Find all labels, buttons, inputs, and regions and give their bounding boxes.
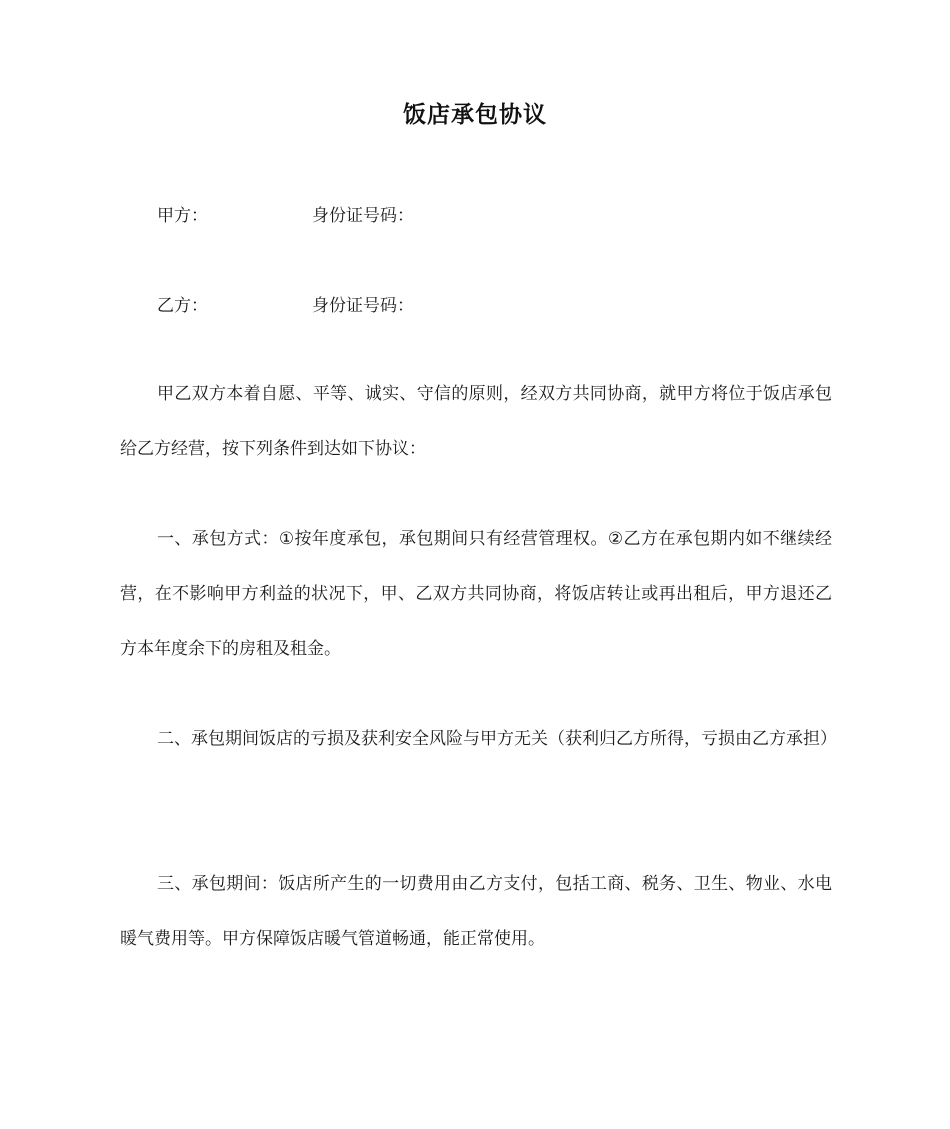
clause-3-paragraph: 三、承包期间：饭店所产生的一切费用由乙方支付，包括工商、税务、卫生、物业、水电暖气费用等。甲方保障饭店暖气管道畅通，能正常使用。 [120,874,832,949]
party-a-id-label: 身份证号码： [312,206,414,226]
party-a-label: 甲方： [157,206,208,226]
document-title: 饭店承包协议 [403,102,547,128]
clause-1-paragraph: 一、承包方式：①按年度承包，承包期间只有经营管理权。②乙方在承包期内如不继续经营，在不影响甲方利益的状况下，甲、乙双方共同协商，将饭店转让或再出租后，甲方退还乙方本年度余下的房租及租金。 [120,529,832,659]
clause-2-paragraph: 二、承包期间饭店的亏损及获利安全风险与甲方无关（获利归乙方所得，亏损由乙方承担） [157,729,837,749]
party-a-line [157,203,414,229]
intro-paragraph: 甲乙双方本着自愿、平等、诚实、守信的原则，经双方共同协商，就甲方将位于饭店承包给乙方经营，按下列条件到达如下协议： [120,384,832,459]
party-b-label: 乙方： [157,296,208,316]
party-b-line [157,293,414,319]
party-b-id-label: 身份证号码： [312,296,414,316]
